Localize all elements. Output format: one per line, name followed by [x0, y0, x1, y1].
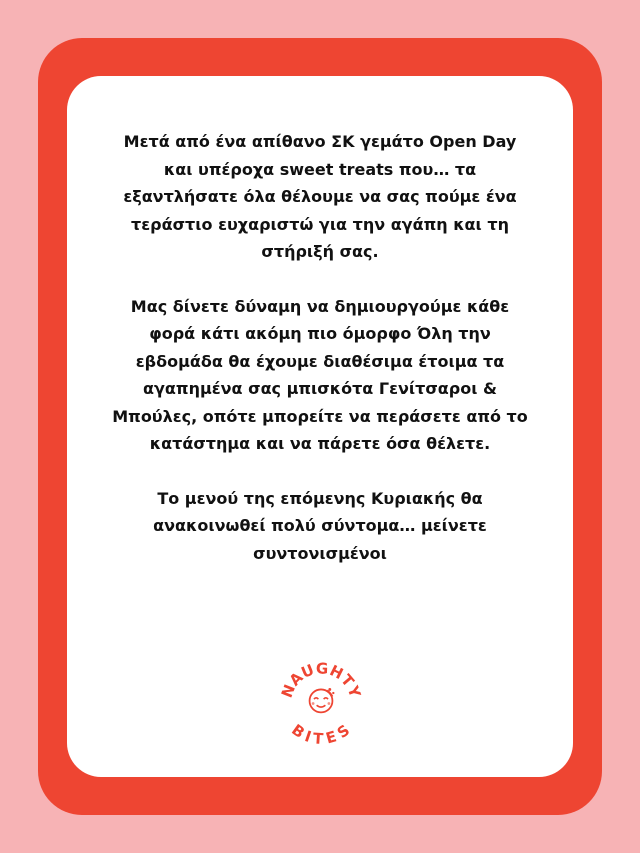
message-line: συντονισμένοι	[253, 543, 387, 563]
message-line: εξαντλήσατε όλα θέλουμε να σας πούμε ένα	[123, 187, 517, 206]
logo-bottom-word: BITES	[288, 720, 354, 744]
message-line: εβδομάδα θα έχουμε διαθέσιμα έτοιμα τα	[135, 351, 505, 371]
message-line: στήριξή σας.	[261, 242, 379, 261]
message-line: τεράστιο ευχαριστώ για την αγάπη και τη	[131, 214, 509, 234]
message-line: Μπούλες, οπότε μπορείτε να περάσετε από το	[112, 406, 528, 426]
cookie-face-icon	[310, 688, 335, 712]
message-paragraph-1	[67, 128, 573, 266]
message-line: αγαπημένα σας μπισκότα Γενίτσαροι &	[143, 379, 497, 398]
logo-top-word: NAUGHTY	[277, 659, 365, 701]
message-line: Μετά από ένα απίθανο ΣΚ γεμάτο Open Day	[123, 132, 517, 151]
message-line: ανακοινωθεί πολύ σύντομα… μείνετε	[153, 516, 487, 535]
logo-svg	[277, 656, 365, 744]
message-text	[67, 128, 573, 594]
message-card	[67, 76, 573, 777]
message-line: κατάστημα και να πάρετε όσα θέλετε.	[149, 434, 491, 453]
message-line: Μας δίνετε δύναμη να δημιουργούμε κάθε	[130, 296, 510, 316]
naughty-bites-logo	[277, 656, 365, 744]
message-line: και υπέροχα sweet treats που… τα	[163, 159, 477, 179]
svg-text:BITES	[288, 721, 354, 744]
message-paragraph-3	[67, 485, 573, 568]
message-line: Το μενού της επόμενης Κυριακής θα	[157, 488, 483, 508]
message-paragraph-2	[67, 293, 573, 458]
message-line: φορά κάτι ακόμη πιο όμορφο Όλη την	[149, 324, 491, 343]
